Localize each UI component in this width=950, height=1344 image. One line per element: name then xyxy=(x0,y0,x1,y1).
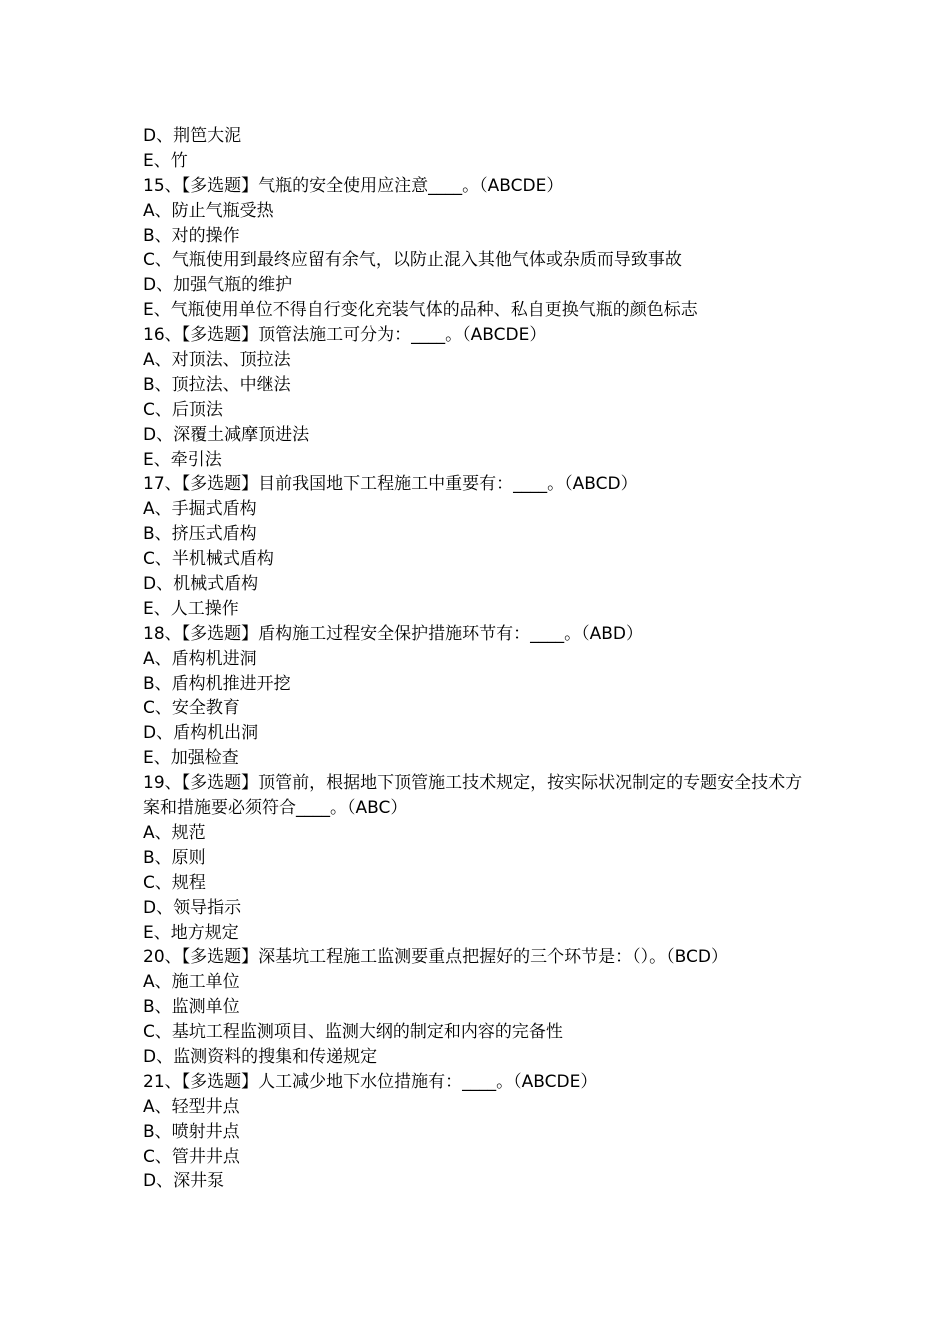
question-20 xyxy=(143,945,813,1069)
option-line: A、防止气瓶受热 xyxy=(143,200,274,221)
option-line: A、轻型井点 xyxy=(143,1096,240,1117)
option-line: A、规范 xyxy=(143,822,206,843)
question-19 xyxy=(143,771,813,945)
option-line: E、加强检查 xyxy=(143,748,239,769)
option-line: A、对顶法、顶拉法 xyxy=(143,350,291,371)
question-18 xyxy=(143,622,813,771)
option-line: D、深覆土减摩顶进法 xyxy=(143,424,310,445)
option-line: A、盾构机进洞 xyxy=(143,648,257,669)
option-line: E、气瓶使用单位不得自行变化充装气体的品种、私自更换气瓶的颜色标志 xyxy=(143,300,698,321)
option-line: D、机械式盾构 xyxy=(143,574,259,595)
option-line: D、深井泵 xyxy=(143,1171,225,1192)
option-line: C、安全教育 xyxy=(143,698,240,719)
option-line: D、盾构机出洞 xyxy=(143,723,259,744)
question-text: 16、【多选题】顶管法施工可分为：____。（ABCDE） xyxy=(143,325,547,346)
option-line: B、挤压式盾构 xyxy=(143,524,257,545)
option-line: E、地方规定 xyxy=(143,922,239,943)
option-line: B、盾构机推进开挖 xyxy=(143,673,291,694)
option-line: E、竹 xyxy=(143,150,188,171)
option-line: B、顶拉法、中继法 xyxy=(143,374,291,395)
question-text: 20、【多选题】深基坑工程施工监测要重点把握好的三个环节是：（）。（BCD） xyxy=(143,947,728,968)
question-text: 21、【多选题】人工减少地下水位措施有：____。（ABCDE） xyxy=(143,1071,598,1092)
question-text: 19、【多选题】顶管前，根据地下顶管施工技术规定，按实际状况制定的专题安全技术方案和措施要必须符合____。（ABC） xyxy=(143,773,803,819)
question-text: 17、【多选题】目前我国地下工程施工中重要有：____。（ABCD） xyxy=(143,474,638,495)
option-line: D、荆笆大泥 xyxy=(143,126,242,146)
question-16 xyxy=(143,323,813,472)
question-17 xyxy=(143,472,813,621)
question-15 xyxy=(143,174,813,323)
option-line: A、施工单位 xyxy=(143,972,240,993)
question-text: 15、【多选题】气瓶的安全使用应注意____。（ABCDE） xyxy=(143,175,564,196)
option-line: B、对的操作 xyxy=(143,225,240,246)
option-line: C、后顶法 xyxy=(143,399,223,420)
option-line: D、监测资料的搜集和传递规定 xyxy=(143,1047,378,1067)
question-list xyxy=(143,124,813,1194)
option-line: E、牵引法 xyxy=(143,449,222,470)
option-line: C、半机械式盾构 xyxy=(143,549,274,570)
option-line: B、监测单位 xyxy=(143,997,240,1018)
option-line: C、管井井点 xyxy=(143,1146,240,1167)
option-line: B、原则 xyxy=(143,847,206,868)
option-line: C、基坑工程监测项目、监测大纲的制定和内容的完备性 xyxy=(143,1022,563,1043)
question-text: 18、【多选题】盾构施工过程安全保护措施环节有：____。（ABD） xyxy=(143,623,644,644)
option-line: D、加强气瓶的维护 xyxy=(143,275,293,296)
question-21 xyxy=(143,1070,813,1194)
option-line: D、领导指示 xyxy=(143,897,242,918)
option-line: A、手掘式盾构 xyxy=(143,499,257,520)
option-line: E、人工操作 xyxy=(143,598,239,619)
option-line: C、气瓶使用到最终应留有余气，以防止混入其他气体或杂质而导致事故 xyxy=(143,250,682,271)
option-line: C、规程 xyxy=(143,872,206,893)
option-line: B、喷射井点 xyxy=(143,1121,240,1142)
